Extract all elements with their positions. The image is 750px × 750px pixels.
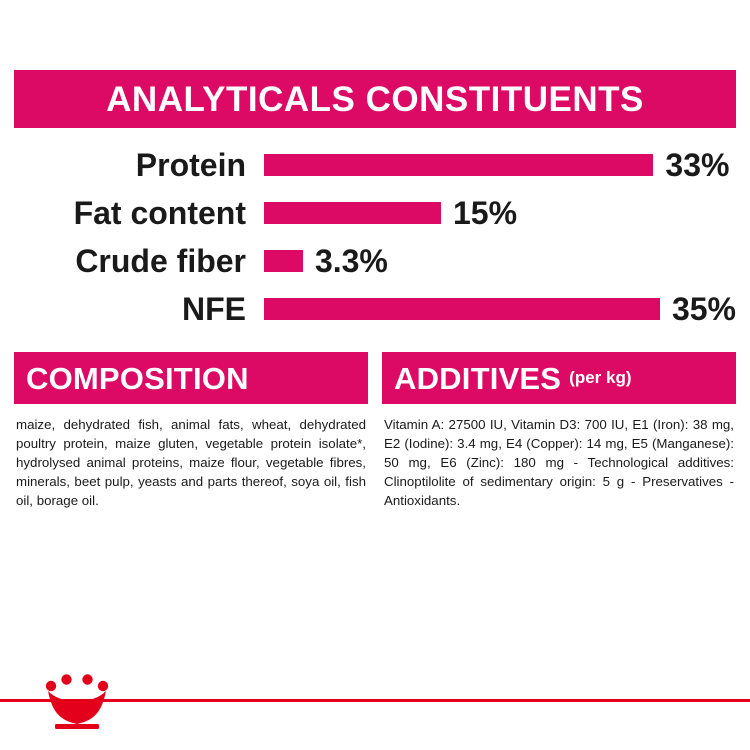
bar-fill [264, 298, 660, 320]
bar-category-label: Crude fiber [75, 243, 246, 279]
analyticals-header [14, 70, 736, 128]
chart-row [14, 144, 736, 186]
composition-header [14, 352, 368, 404]
bar-value-label: 3.3% [314, 243, 388, 279]
bar-category-label: Protein [135, 147, 246, 183]
additives-header [382, 352, 736, 404]
bar-track [264, 144, 736, 186]
chart-row [14, 288, 736, 330]
bar-track [264, 192, 736, 234]
composition-panel [14, 352, 368, 510]
additives-text: Vitamin A: 27500 IU, Vitamin D3: 700 IU, E1 (Iron): 38 mg, E2 (Iodine): 3.4 mg, E4 (Copper): 14 mg, E5 (Manganese): 50 mg, E6 (Zinc): 180 mg - Technological additives: Clinoptilolite of sedimentary origin: 5 g - Preservatives - Antioxidants. [384, 417, 734, 508]
composition-heading: COMPOSITION [26, 360, 249, 396]
bar-track [264, 240, 736, 282]
footer-divider [0, 699, 750, 702]
bar-value-label: 15% [453, 195, 518, 231]
bar-fill [264, 202, 441, 224]
bar-fill [264, 250, 303, 272]
chart-row [14, 192, 736, 234]
additives-heading: ADDITIVES [394, 360, 562, 396]
bar-value-label: 35% [671, 291, 736, 327]
analyticals-bar-chart [14, 144, 736, 330]
bar-category-label: Fat content [73, 195, 246, 231]
bar-fill [264, 154, 653, 176]
analyticals-title: ANALYTICALS CONSTITUENTS [106, 79, 644, 119]
composition-text: maize, dehydrated fish, animal fats, wheat, dehydrated poultry protein, maize gluten, vegetable protein isolate*, hydrolysed animal proteins, maize flour, vegetable fibres, minerals, beet pulp, yeasts and parts thereof, soya oil, fish oil, borage oil. [16, 417, 366, 508]
additives-heading-subtitle: (per kg) [569, 367, 632, 387]
bar-track [264, 288, 736, 330]
royal-canin-crown-icon [42, 674, 112, 732]
text-panels [14, 352, 736, 510]
bar-category-label: NFE [182, 291, 246, 327]
chart-row [14, 240, 736, 282]
additives-panel [382, 352, 736, 510]
bar-value-label: 33% [665, 147, 730, 183]
